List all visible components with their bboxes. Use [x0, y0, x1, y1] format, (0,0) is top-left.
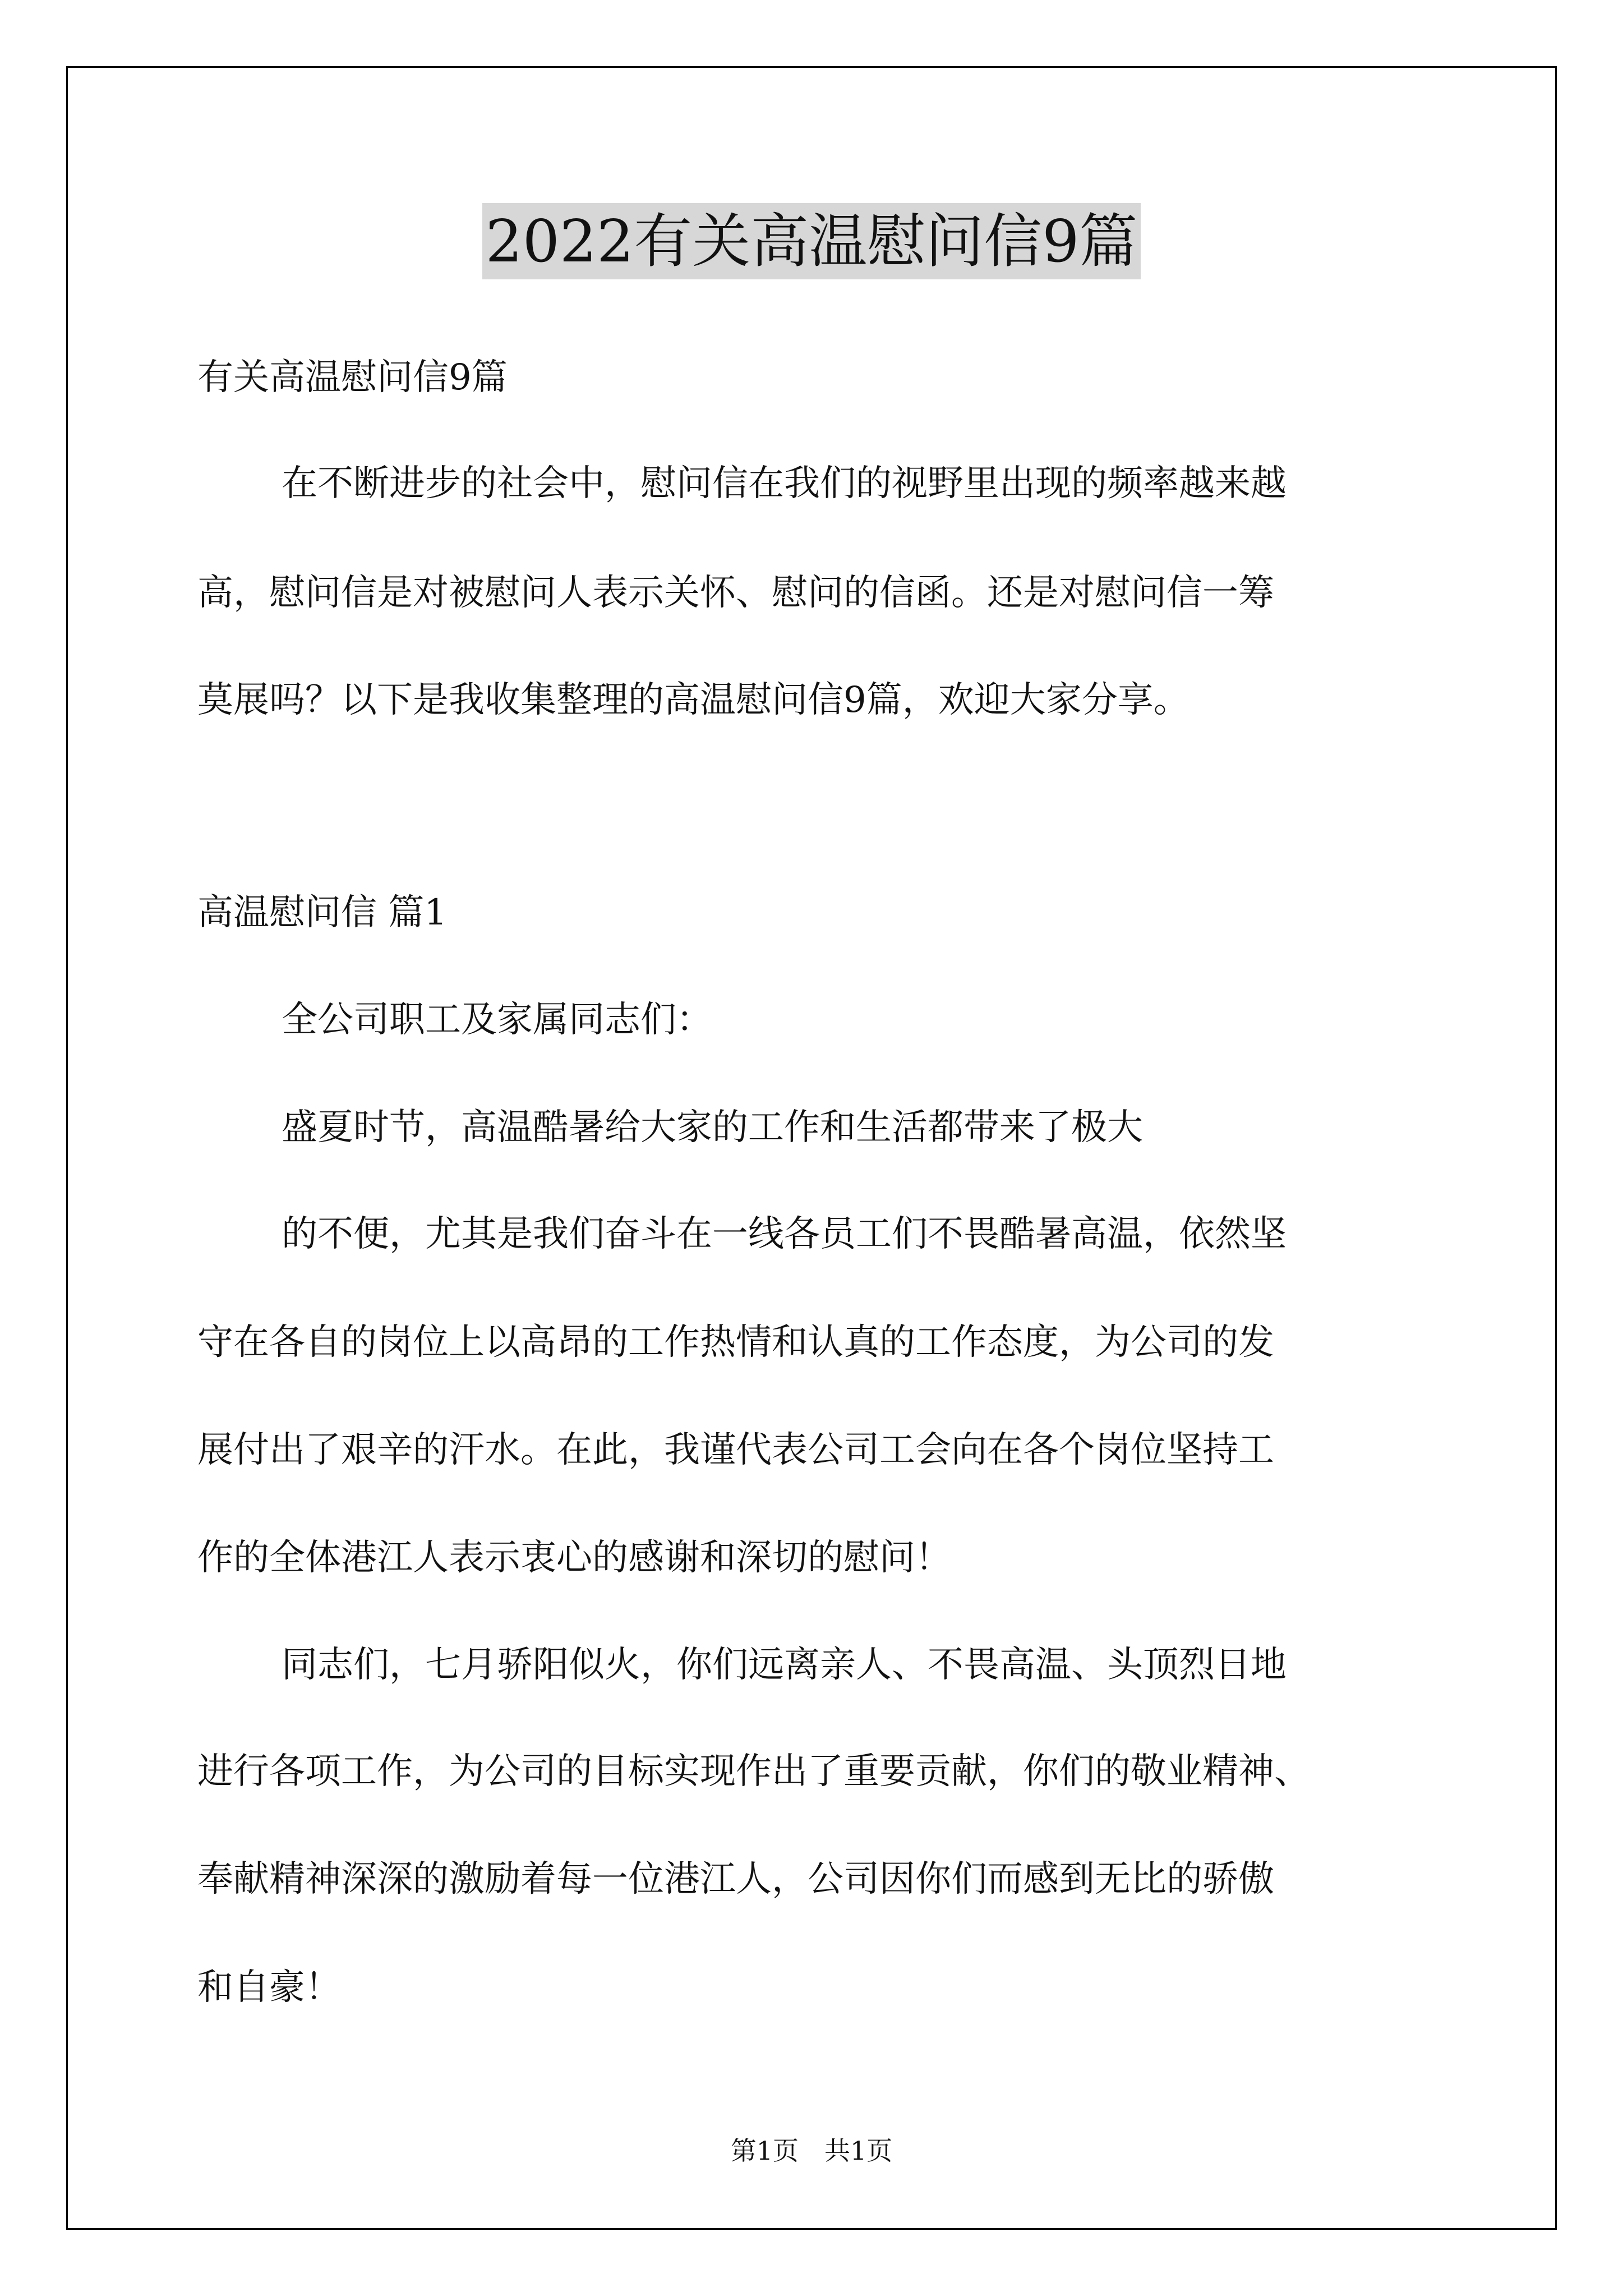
body-line-4: 展付出了艰辛的汗水。在此，我谨代表公司工会向在各个岗位坚持工 [197, 1429, 1274, 1471]
body-line-8: 奉献精神深深的激励着每一位港江人，公司因你们而感到无比的骄傲 [197, 1858, 1274, 1900]
body-line-1: 盛夏时节，高温酷暑给大家的工作和生活都带来了极大 [282, 1107, 1143, 1148]
page-number-footer: 第1页 共1页 [730, 2136, 893, 2166]
title-container [0, 203, 1623, 279]
body-line-9: 和自豪！ [197, 1967, 341, 2008]
document-title: 2022有关高温慰问信9篇 [482, 203, 1141, 279]
intro-line-3: 莫展吗？以下是我收集整理的高温慰问信9篇，欢迎大家分享。 [197, 679, 1189, 721]
body-line-6: 同志们，七月骄阳似火，你们远离亲人、不畏高温、头顶烈日地 [282, 1644, 1287, 1686]
body-line-3: 守在各自的岗位上以高昂的工作热情和认真的工作态度，为公司的发 [197, 1322, 1274, 1363]
intro-line-1: 在不断进步的社会中，慰问信在我们的视野里出现的频率越来越 [282, 463, 1287, 504]
body-line-5: 作的全体港江人表示衷心的感谢和深切的慰问！ [197, 1537, 951, 1579]
salutation: 全公司职工及家属同志们： [282, 999, 712, 1041]
section-heading: 高温慰问信 篇1 [197, 892, 448, 933]
document-subtitle: 有关高温慰问信9篇 [197, 357, 508, 398]
body-line-2: 的不便，尤其是我们奋斗在一线各员工们不畏酷暑高温，依然坚 [282, 1213, 1287, 1255]
intro-line-2: 高，慰问信是对被慰问人表示关怀、慰问的信函。还是对慰问信一筹 [197, 572, 1274, 614]
body-line-7: 进行各项工作，为公司的目标实现作出了重要贡献，你们的敬业精神、 [197, 1751, 1310, 1792]
